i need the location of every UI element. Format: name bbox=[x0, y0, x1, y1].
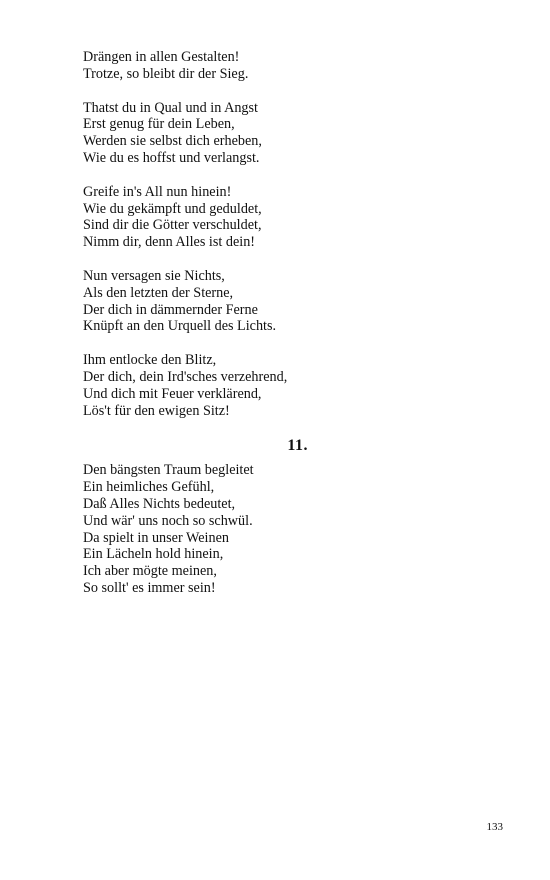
poem-line: Nimm dir, denn Alles ist dein! bbox=[83, 234, 256, 251]
poem-line: Sind dir die Götter verschuldet, bbox=[83, 217, 262, 234]
stanza bbox=[83, 462, 483, 596]
stanza bbox=[83, 49, 483, 83]
poem-line: Ich aber mögte meinen, bbox=[83, 563, 217, 580]
poem-line: Nun versagen sie Nichts, bbox=[83, 267, 225, 284]
page-number: 133 bbox=[486, 821, 503, 833]
poem-line: Ihm entlocke den Blitz, bbox=[83, 352, 217, 369]
poem-line: Und dich mit Feuer verklärend, bbox=[83, 385, 262, 402]
stanza bbox=[83, 268, 483, 335]
poem-line: Daß Alles Nichts bedeutet, bbox=[83, 495, 236, 512]
poem-line: Wie du es hoffst und verlangst. bbox=[83, 149, 260, 166]
stanza bbox=[83, 100, 483, 167]
poem-line: Lös't für den ewigen Sitz! bbox=[83, 402, 230, 419]
poem-line: Erst genug für dein Leben, bbox=[83, 116, 235, 133]
poem-line: Und wär' uns noch so schwül. bbox=[83, 512, 253, 529]
poem-line: Den bängsten Traum begleitet bbox=[83, 462, 254, 479]
poem-line: Ein Lächeln hold hinein, bbox=[83, 546, 224, 563]
poem-line: Thatst du in Qual und in Angst bbox=[83, 99, 258, 116]
poem-line: Der dich, dein Ird'sches verzehrend, bbox=[83, 368, 288, 385]
poem-line: Werden sie selbst dich erheben, bbox=[83, 133, 262, 150]
poem-text-block bbox=[83, 49, 483, 614]
stanza bbox=[83, 352, 483, 419]
stanza bbox=[83, 184, 483, 251]
poem-line: Drängen in allen Gestalten! bbox=[83, 49, 240, 65]
poem-line: So sollt' es immer sein! bbox=[83, 579, 216, 596]
poem-line: Wie du gekämpft und geduldet, bbox=[83, 200, 262, 217]
poem-line: Ein heimliches Gefühl, bbox=[83, 479, 215, 496]
poem-line: Greife in's All nun hinein! bbox=[83, 183, 232, 200]
poem-line: Der dich in dämmernder Ferne bbox=[83, 301, 258, 318]
poem-line: Trotze, so bleibt dir der Sieg. bbox=[83, 65, 249, 82]
poem-line: Als den letzten der Sterne, bbox=[83, 284, 234, 301]
poem-line: Da spielt in unser Weinen bbox=[83, 529, 229, 546]
poem-number-heading: 11. bbox=[287, 437, 308, 455]
poem-line: Knüpft an den Urquell des Lichts. bbox=[83, 318, 277, 335]
